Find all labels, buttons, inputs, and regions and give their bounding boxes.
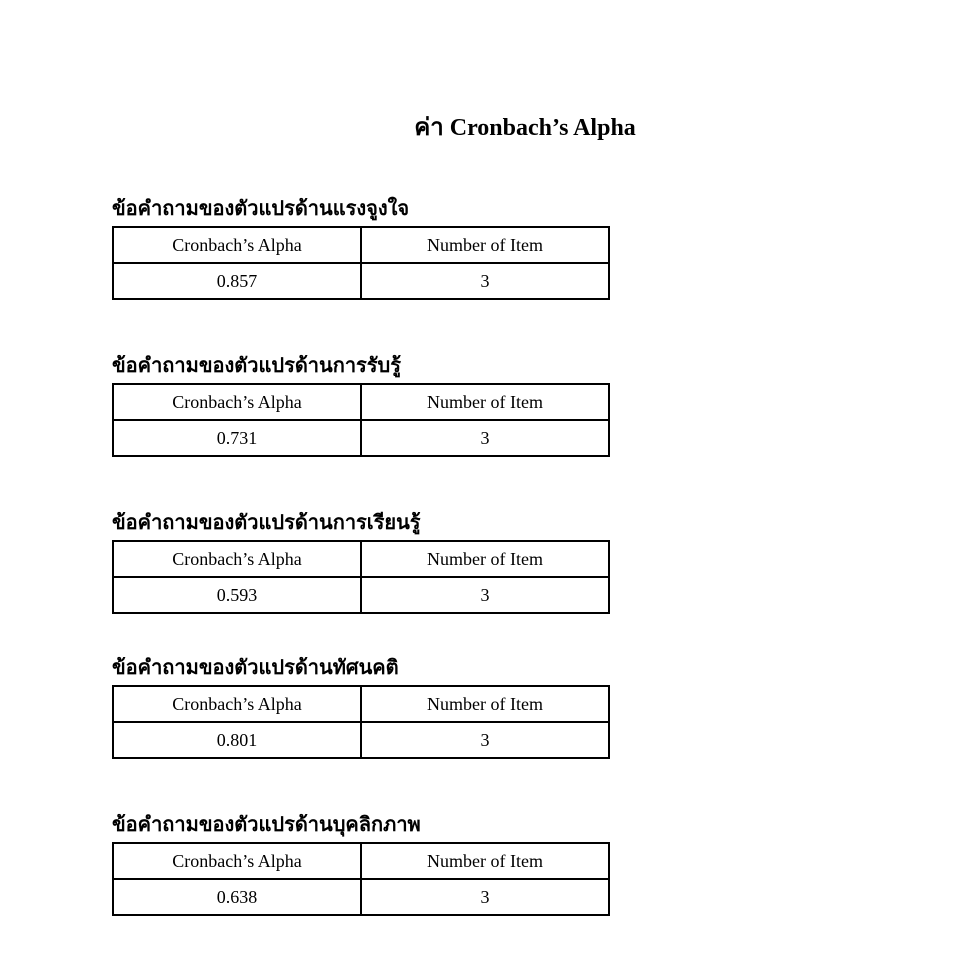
alpha-value: 0.857	[113, 263, 361, 299]
section-personality	[112, 810, 610, 916]
section-attitude	[112, 653, 610, 759]
section-perception	[112, 351, 610, 457]
table-row	[113, 722, 609, 758]
section-heading: ข้อคำถามของตัวแปรด้านทัศนคติ	[112, 657, 399, 679]
section-motivation	[112, 194, 610, 300]
item-count: 3	[361, 420, 609, 456]
section-heading: ข้อคำถามของตัวแปรด้านการรับรู้	[112, 355, 401, 377]
table-row	[113, 263, 609, 299]
reliability-table	[112, 383, 610, 457]
item-count: 3	[361, 722, 609, 758]
table-row	[113, 879, 609, 915]
reliability-table	[112, 226, 610, 300]
header-cronbach-alpha: Cronbach’s Alpha	[113, 384, 361, 420]
table-header-row	[113, 227, 609, 263]
header-number-of-item: Number of Item	[361, 541, 609, 577]
table-row	[113, 577, 609, 613]
page-title: ค่า Cronbach’s Alpha	[414, 115, 636, 141]
header-number-of-item: Number of Item	[361, 384, 609, 420]
reliability-table	[112, 540, 610, 614]
reliability-table	[112, 685, 610, 759]
item-count: 3	[361, 577, 609, 613]
header-number-of-item: Number of Item	[361, 227, 609, 263]
section-heading: ข้อคำถามของตัวแปรด้านแรงจูงใจ	[112, 198, 410, 220]
section-heading: ข้อคำถามของตัวแปรด้านบุคลิกภาพ	[112, 814, 421, 836]
table-header-row	[113, 384, 609, 420]
alpha-value: 0.638	[113, 879, 361, 915]
item-count: 3	[361, 263, 609, 299]
item-count: 3	[361, 879, 609, 915]
header-number-of-item: Number of Item	[361, 686, 609, 722]
header-number-of-item: Number of Item	[361, 843, 609, 879]
header-cronbach-alpha: Cronbach’s Alpha	[113, 227, 361, 263]
header-cronbach-alpha: Cronbach’s Alpha	[113, 541, 361, 577]
reliability-table	[112, 842, 610, 916]
section-learning	[112, 508, 610, 614]
section-heading: ข้อคำถามของตัวแปรด้านการเรียนรู้	[112, 512, 421, 534]
table-header-row	[113, 541, 609, 577]
alpha-value: 0.731	[113, 420, 361, 456]
table-header-row	[113, 686, 609, 722]
alpha-value: 0.593	[113, 577, 361, 613]
header-cronbach-alpha: Cronbach’s Alpha	[113, 843, 361, 879]
table-header-row	[113, 843, 609, 879]
header-cronbach-alpha: Cronbach’s Alpha	[113, 686, 361, 722]
alpha-value: 0.801	[113, 722, 361, 758]
table-row	[113, 420, 609, 456]
